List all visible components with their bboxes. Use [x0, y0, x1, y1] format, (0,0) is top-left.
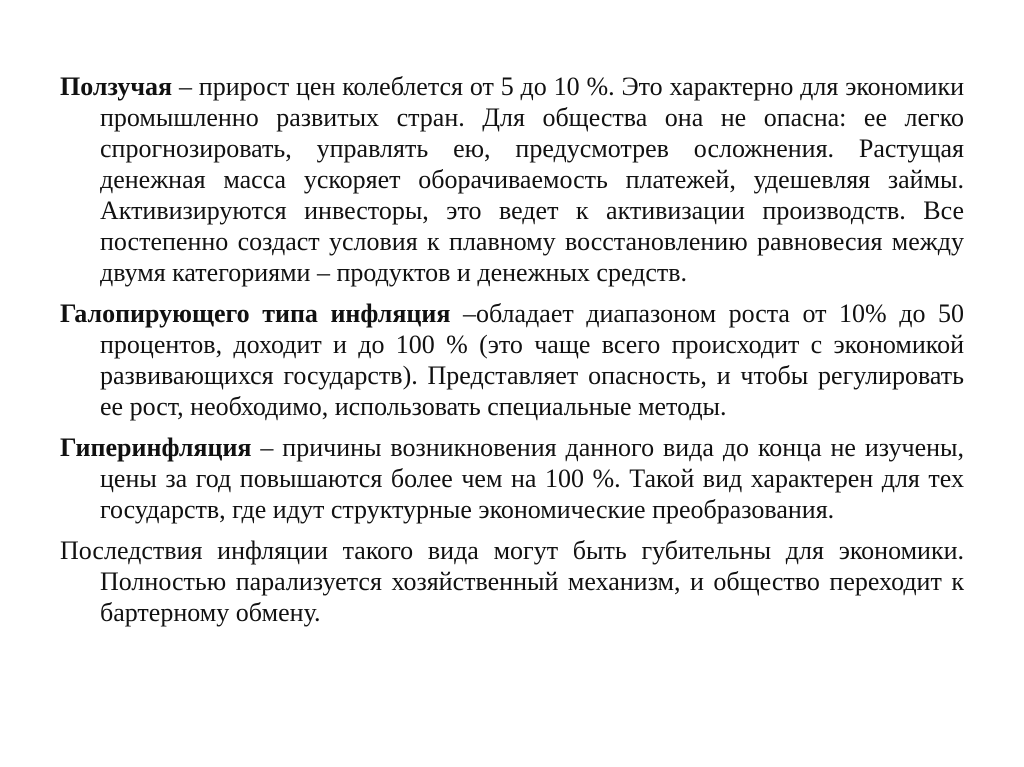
- slide-body: [60, 71, 964, 638]
- paragraph-creeping-inflation: [60, 71, 964, 288]
- paragraph-text: Последствия инфляции такого вида могут быть губительны для экономики. Полностью парализуется хозяйственный механизм, и общество переходит к бартерному обмену.: [60, 536, 964, 627]
- term-galloping: Галопирующего типа инфляция: [60, 299, 451, 328]
- paragraph-galloping-inflation: [60, 298, 964, 422]
- paragraph-text: –обладает диапазоном роста от 10% до 50 процентов, доходит и до 100 % (это чаще всего происходит с экономикой развивающихся государств). Представляет опасность, и чтобы регулировать ее рост, необходимо, использовать специальные методы.: [100, 299, 964, 421]
- paragraph-consequences: [60, 535, 964, 628]
- paragraph-hyperinflation: [60, 432, 964, 525]
- term-creeping: Ползучая: [60, 72, 173, 101]
- paragraph-text: – причины возникновения данного вида до конца не изучены, цены за год повышаются более чем на 100 %. Такой вид характерен для тех государств, где идут структурные экономические преобразования.: [100, 433, 964, 524]
- paragraph-text: – прирост цен колеблется от 5 до 10 %. Это характерно для экономики промышленно развитых стран. Для общества она не опасна: ее легко спрогнозировать, управлять ею, предусмотрев осложнения. Растущая денежная масса ускоряет оборачиваемость платежей, удешевляя займы. Активизируются инвесторы, это ведет к активизации производств. Все постепенно создаст условия к плавному восстановлению равновесия между двумя категориями – продуктов и денежных средств.: [100, 72, 964, 287]
- term-hyperinflation: Гиперинфляция: [60, 433, 252, 462]
